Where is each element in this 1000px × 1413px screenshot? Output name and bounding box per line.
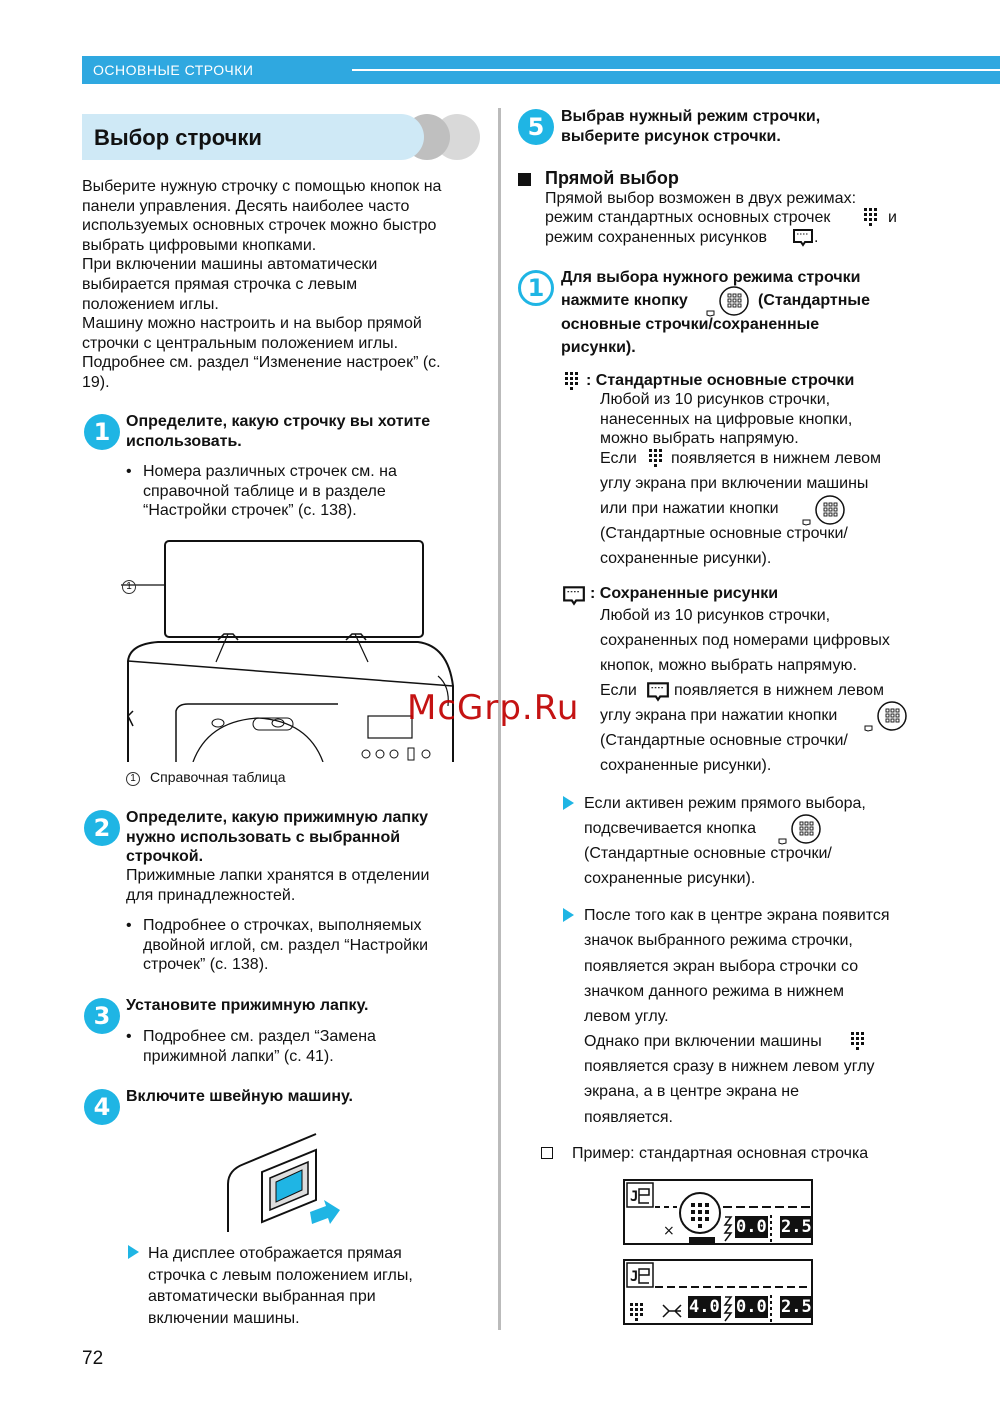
result2-line-7: появляется сразу в нижнем левом углу (584, 1058, 875, 1075)
standard-stitch-grid-icon (850, 1031, 866, 1051)
step-3-bullet: Подробнее см. раздел “Замена прижимной лапки” (с. 41). (143, 1028, 376, 1065)
lcd-length-value: 2.5 (781, 1217, 812, 1237)
result2-line-2: значок выбранного режима строчки, (584, 932, 853, 949)
step-4-heading: Включите швейную машину. (126, 1088, 353, 1105)
standard-line-4b: появляется в нижнем левом (671, 450, 882, 467)
step-number-3: 3 (84, 998, 120, 1034)
stitch-mode-button-icon[interactable] (800, 494, 848, 526)
result1-line-1: Если активен режим прямого выбора, (584, 795, 866, 812)
step-5-heading: Выбрав нужный режим строчки, выберите рисунок строчки. (561, 108, 821, 145)
substep-line-3: основные строчки/сохраненные (561, 316, 820, 333)
step-number-1: 1 (84, 414, 120, 450)
step-number-2: 2 (84, 810, 120, 846)
bullet-dot: • (126, 1028, 132, 1045)
lcd-width-value: 0.0 (736, 1217, 767, 1237)
result2-line-4: значком данного режима в нижнем (584, 983, 844, 1000)
step-1-heading: Определите, какую строчку вы хотите использовать. (126, 413, 431, 450)
example-bullet-icon (541, 1147, 553, 1159)
direct-line-2: режим стандартных основных строчек (545, 209, 831, 226)
result2-line-1: После того как в центре экрана появится (584, 907, 890, 924)
saved-line-4a: Если (600, 682, 637, 699)
result-arrow-icon (563, 796, 574, 810)
lcd-screen-stitch-select (623, 1259, 813, 1325)
direct-line-3: режим сохраненных рисунков (545, 229, 767, 246)
standard-line-4a: Если (600, 450, 637, 467)
standard-line-1: Любой из 10 рисунков строчки, (600, 391, 831, 408)
section-bullet-icon (518, 173, 531, 186)
saved-line-7: сохраненные рисунки). (600, 757, 772, 774)
direct-heading: Прямой выбор (545, 168, 679, 188)
step-2-heading: Определите, какую прижимную лапку нужно использовать с выбранной строчкой. (126, 809, 428, 866)
substep-line-1: Для выбора нужного режима строчки (561, 269, 861, 286)
substep-line-4: рисунки). (561, 339, 636, 356)
svg-text:J: J (630, 1269, 639, 1285)
bullet-dot: • (126, 917, 132, 934)
step-2-bullet: Подробнее о строчках, выполняемых двойной иглой, см. раздел “Настройки строчек” (с. 138). (143, 917, 429, 974)
svg-text:J: J (630, 1189, 639, 1205)
standard-line-5: углу экрана при включении машины (600, 475, 869, 492)
standard-line-8: сохраненные рисунки). (600, 550, 772, 567)
saved-line-2: сохраненных под номерами цифровых (600, 632, 890, 649)
substep-line-2a: нажмите кнопку (561, 292, 688, 309)
standard-line-2: нанесенных на цифровые кнопки, (600, 411, 853, 428)
page-number: 72 (82, 1348, 104, 1369)
lcd-screen-direct-select (623, 1179, 813, 1245)
result-arrow-icon (128, 1245, 139, 1259)
saved-label: : Сохраненные рисунки (590, 585, 779, 602)
power-switch-illustration (226, 1132, 362, 1234)
direct-line-2-end: и (888, 209, 897, 226)
result2-line-9: появляется. (584, 1109, 673, 1126)
saved-line-6: (Стандартные основные строчки/ (600, 732, 848, 749)
result2-line-6: Однако при включении машины (584, 1033, 822, 1050)
result1-line-3: (Стандартные основные строчки/ (584, 845, 832, 862)
example-label: Пример: стандартная основная строчка (572, 1145, 869, 1162)
header-rule (352, 69, 1000, 71)
intro-paragraph: Выберите нужную строчку с помощью кнопок на панели управления. Десять наиболее часто используемых основных строчек можно быстро выбрать цифровыми кнопками. При включении машины автоматически выбирается прямая строчка с левым положением иглы. Машину можно настроить и на выбор прямой строчки с центральным положением иглы. Подробнее см. раздел “Изменение настроек” (с. 19). (82, 178, 442, 391)
result1-line-2: подсвечивается кнопка (584, 820, 756, 837)
saved-line-4b: появляется в нижнем левом (674, 682, 885, 699)
substep-number-1: 1 (518, 270, 554, 306)
section-header-title: ОСНОВНЫЕ СТРОЧКИ (93, 62, 254, 78)
saved-line-5: углу экрана при нажатии кнопки (600, 707, 838, 724)
stitch-mode-button-icon[interactable] (862, 700, 910, 732)
page-title-band (82, 114, 424, 160)
step-1-bullet: Номера различных строчек см. на справочной таблице и в разделе “Настройки строчек” (с. 138). (143, 463, 397, 520)
result2-line-8: экрана, а в центре экрана не (584, 1083, 800, 1100)
watermark: McGrp.Ru (407, 688, 580, 728)
standard-stitch-grid-icon (863, 207, 879, 227)
result-arrow-icon (563, 908, 574, 922)
lcd-length-value: 2.5 (781, 1297, 812, 1317)
machine-reference-table-illustration (118, 536, 468, 762)
standard-line-6: или при нажатии кнопки (600, 500, 779, 517)
lcd-width-value: 0.0 (736, 1297, 767, 1317)
step-number-5: 5 (518, 109, 554, 145)
step-3-heading: Установите прижимную лапку. (126, 997, 369, 1014)
saved-pattern-icon (562, 585, 586, 606)
stitch-mode-button-icon[interactable] (776, 813, 824, 845)
standard-line-7: (Стандартные основные строчки/ (600, 525, 848, 542)
standard-stitch-grid-icon (648, 448, 664, 468)
stitch-mode-button-icon[interactable] (704, 285, 752, 317)
saved-line-3: кнопок, можно выбрать напрямую. (600, 657, 857, 674)
substep-line-2b: (Стандартные (758, 292, 870, 309)
step-2-text: Прижимные лапки хранятся в отделении для принадлежностей. (126, 867, 430, 904)
figure-caption: 1 Справочная таблица (126, 769, 286, 786)
saved-line-1: Любой из 10 рисунков строчки, (600, 607, 831, 624)
callout-number: 1 (122, 576, 146, 596)
result2-line-5: левом углу. (584, 1008, 669, 1025)
page-title: Выбор строчки (94, 125, 262, 150)
bullet-dot: • (126, 463, 132, 480)
svg-text:×: × (663, 1223, 675, 1239)
lcd-tension-value: 4.0 (689, 1297, 720, 1317)
saved-pattern-icon (792, 228, 814, 247)
standard-stitch-grid-icon (564, 371, 580, 391)
step-number-4: 4 (84, 1089, 120, 1125)
section-header-bar (82, 56, 1000, 84)
saved-pattern-icon (646, 681, 670, 702)
standard-label: : Стандартные основные строчки (586, 372, 855, 389)
direct-line-3-end: . (814, 229, 819, 246)
result2-line-3: появляется экран выбора строчки со (584, 958, 859, 975)
result1-line-4: сохраненные рисунки). (584, 870, 756, 887)
standard-line-3: можно выбрать напрямую. (600, 430, 799, 447)
direct-line-1: Прямой выбор возможен в двух режимах: (545, 190, 857, 207)
step-4-result: На дисплее отображается прямая строчка с левым положением иглы, автоматически выбранная при включении машины. (148, 1245, 413, 1327)
